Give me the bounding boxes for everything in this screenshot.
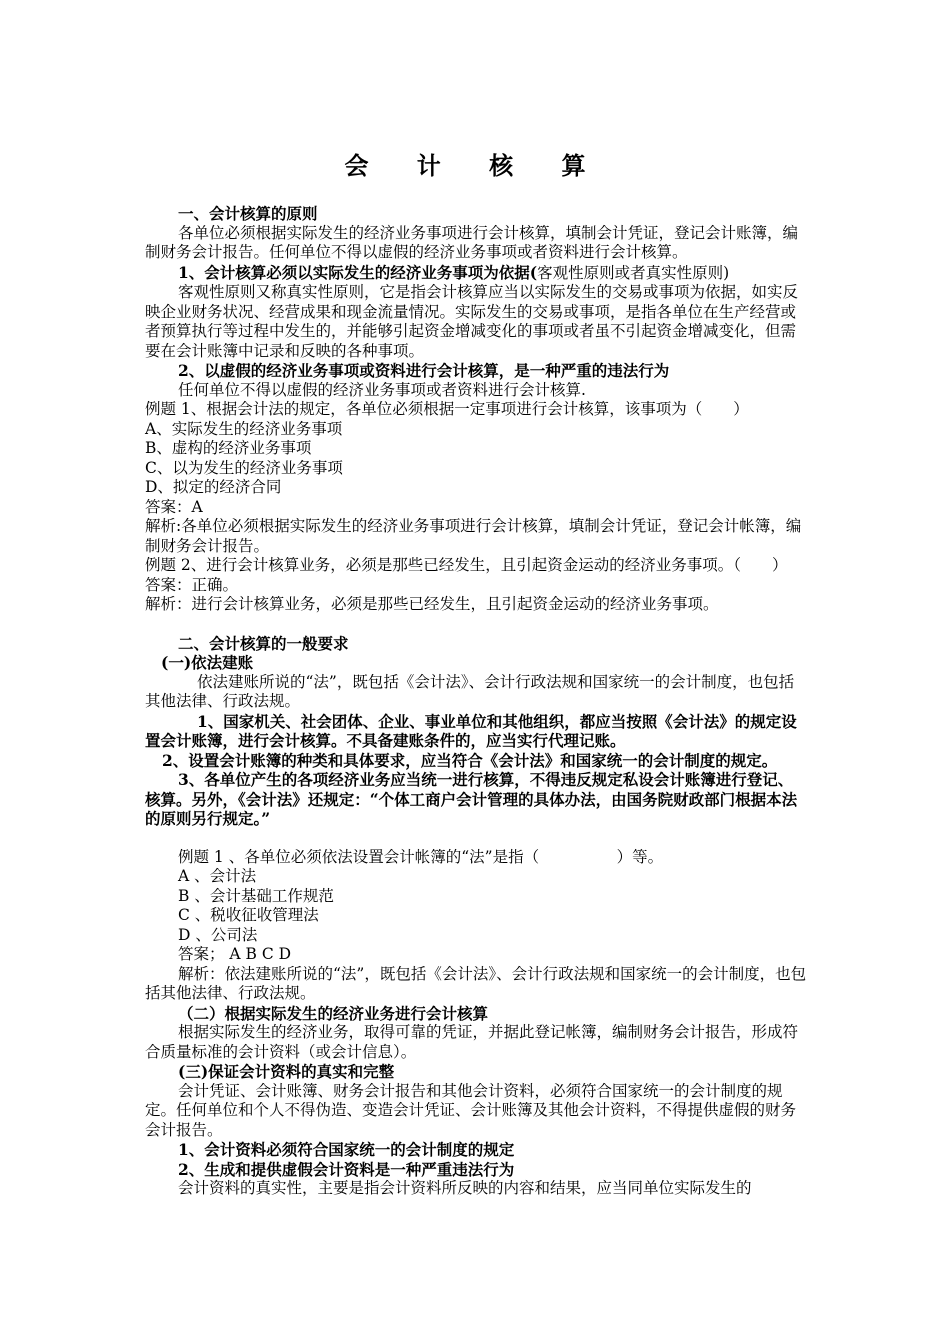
example-option: A、实际发生的经济业务事项 bbox=[145, 419, 343, 438]
paragraph: 依法建账所说的“法”，既包括《会计法》、会计行政法规和国家统一的会计制度，也包括其他法律、行政法规。 bbox=[145, 672, 795, 710]
bold-paragraph: 2、设置会计账簿的种类和具体要求，应当符合《会计法》和国家统一的会计制度的规定。 bbox=[162, 750, 778, 770]
subheading-normal: 客观性原则或者真实性原则) bbox=[537, 263, 730, 282]
example-option: D、拟定的经济合同 bbox=[145, 478, 282, 496]
example-explanation: 解析:各单位必须根据实际发生的经济业务事项进行会计核算，填制会计凭证，登记会计帐簿，编制财务会计报告。 bbox=[145, 517, 802, 555]
section-heading-2: 二、会计核算的一般要求 bbox=[178, 633, 349, 653]
paragraph: 任何单位不得以虚假的经济业务事项或者资料进行会计核算. bbox=[178, 380, 586, 399]
example-option: A 、会计法 bbox=[178, 867, 257, 885]
page-title: 会 计 核 算 bbox=[344, 152, 606, 180]
example-option: C 、税收征收管理法 bbox=[178, 906, 319, 924]
subheading: (三)保证会计资料的真实和完整 bbox=[178, 1062, 395, 1081]
bold-paragraph: 3、各单位产生的各项经济业务应当统一进行核算，不得违反规定私设会计账簿进行登记、核算。另外，《会计法》还规定：“个体工商户会计管理的具体办法，由国务院财政部门根据本法的原则另行规定。” bbox=[145, 770, 798, 828]
document-body bbox=[145, 204, 808, 1199]
example-option: B 、会计基础工作规范 bbox=[178, 886, 334, 905]
bold-paragraph: 1、国家机关、社会团体、企业、事业单位和其他组织，都应当按照《会计法》的规定设置会计账簿，进行会计核算。不具备建账条件的，应当实行代理记账。 bbox=[145, 711, 797, 750]
example-option: B、虚构的经济业务事项 bbox=[145, 439, 312, 457]
example-explanation: 解析：依法建账所说的“法”，既包括《会计法》、会计行政法规和国家统一的会计制度，也包括其他法律、行政法规。 bbox=[145, 964, 807, 1002]
subheading: 1、会计资料必须符合国家统一的会计制度的规定 bbox=[178, 1140, 515, 1159]
example-option: C、以为发生的经济业务事项 bbox=[145, 458, 343, 477]
example-explanation: 解析：进行会计核算业务，必须是那些已经发生，且引起资金运动的经济业务事项。 bbox=[145, 595, 719, 613]
subheading-bold: 1、会计核算必须以实际发生的经济业务事项为依据( bbox=[178, 262, 538, 282]
example-answer: 答案：正确。 bbox=[145, 575, 239, 594]
spacer bbox=[145, 615, 808, 634]
paragraph: 客观性原则又称真实性原则，它是指会计核算应当以实际发生的交易或事项为依据，如实反映企业财务状况、经营成果和现金流量情况。实际发生的交易或事项，是指各单位在生产经营或者预算执行等过程中发生的，并能够引起资金增减变化的事项或者虽不引起资金增减变化，但需要在会计账簿中记录和反映的各种事项。 bbox=[145, 283, 799, 360]
example-question: 例题 1 、各单位必须依法设置会计帐簿的“法”是指（ ）等。 bbox=[178, 847, 664, 866]
subheading: (一)依法建账 bbox=[161, 653, 254, 672]
subheading: （二）根据实际发生的经济业务进行会计核算 bbox=[178, 1003, 489, 1023]
paragraph: 各单位必须根据实际发生的经济业务事项进行会计核算，填制会计凭证，登记会计账簿，编制财务会计报告。任何单位不得以虚假的经济业务事项或者资料进行会计核算。 bbox=[145, 223, 799, 261]
paragraph: 根据实际发生的经济业务，取得可靠的凭证，并据此登记帐簿，编制财务会计报告，形成符合质量标准的会计资料（或会计信息）。 bbox=[145, 1023, 799, 1061]
subheading bbox=[145, 263, 808, 284]
example-question: 例题 1、根据会计法的规定，各单位必须根据一定事项进行会计核算，该事项为（ ） bbox=[145, 400, 749, 418]
subheading: 2、生成和提供虚假会计资料是一种严重违法行为 bbox=[178, 1159, 515, 1179]
example-answer: 答案； A B C D bbox=[178, 945, 292, 963]
subheading: 2、以虚假的经济业务事项或资料进行会计核算，是一种严重的违法行为 bbox=[178, 361, 670, 380]
paragraph: 会计凭证、会计账簿、财务会计报告和其他会计资料，必须符合国家统一的会计制度的规定。任何单位和个人不得伪造、变造会计凭证、会计账簿及其他会计资料，不得提供虚假的财务会计报告。 bbox=[145, 1081, 797, 1139]
spacer bbox=[145, 829, 808, 848]
example-option: D 、公司法 bbox=[178, 925, 258, 944]
example-answer: 答案：A bbox=[145, 497, 203, 516]
paragraph: 会计资料的真实性，主要是指会计资料所反映的内容和结果，应当同单位实际发生的 bbox=[178, 1179, 752, 1197]
section-heading-1: 一、会计核算的原则 bbox=[178, 204, 318, 223]
example-question: 例题 2、进行会计核算业务，必须是那些已经发生，且引起资金运动的经济业务事项。（ ） bbox=[145, 556, 788, 574]
